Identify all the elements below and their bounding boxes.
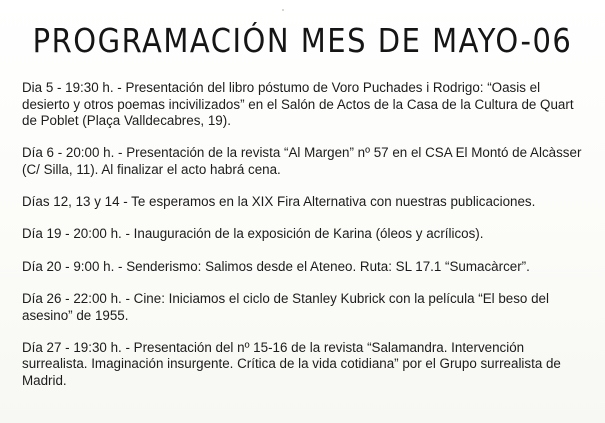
event-dia-20: Día 20 - 9:00 h. - Senderismo: Salimos desde el Ateneo. Ruta: SL 17.1 “Sumacàrcer”. <box>22 258 530 274</box>
event-dia-5: Dia 5 - 19:30 h. - Presentación del libro póstumo de Voro Puchades i Rodrigo: “Oasis el desierto y otros poemas incivilizados” en el Salón de Actos de la Casa de la Cultura de Quart de Poblet (Plaça Valldecabres, 19). <box>22 80 574 128</box>
page-title: PROGRAMACIÓN MES DE MAYO-06 <box>32 22 573 61</box>
event-dia-19: Día 19 - 20:00 h. - Inauguración de la exposición de Karina (óleos y acrílicos). <box>22 226 484 241</box>
event-dia-6: Día 6 - 20:00 h. - Presentación de la revista “Al Margen” nº 57 en el CSA El Montó de Alcàsser (C/ Silla, 11). Al finalizar el acto habrá cena. <box>22 145 582 177</box>
event-dia-26: Día 26 - 22:00 h. - Cine: Iniciamos el ciclo de Stanley Kubrick con la película “El beso del asesino” de 1955. <box>22 291 549 323</box>
event-dias-12-13-14: Días 12, 13 y 14 - Te esperamos en la XIX Fira Alternativa con nuestras publicaciones. <box>22 193 536 209</box>
paper-speck <box>282 9 284 11</box>
event-list <box>22 80 582 405</box>
event-dia-27: Día 27 - 19:30 h. - Presentación del nº 15-16 de la revista “Salamandra. Intervención surrealista. Imaginación insurgente. Crítica de la vida cotidiana” por el Grupo surrealista de Madrid. <box>22 339 561 388</box>
